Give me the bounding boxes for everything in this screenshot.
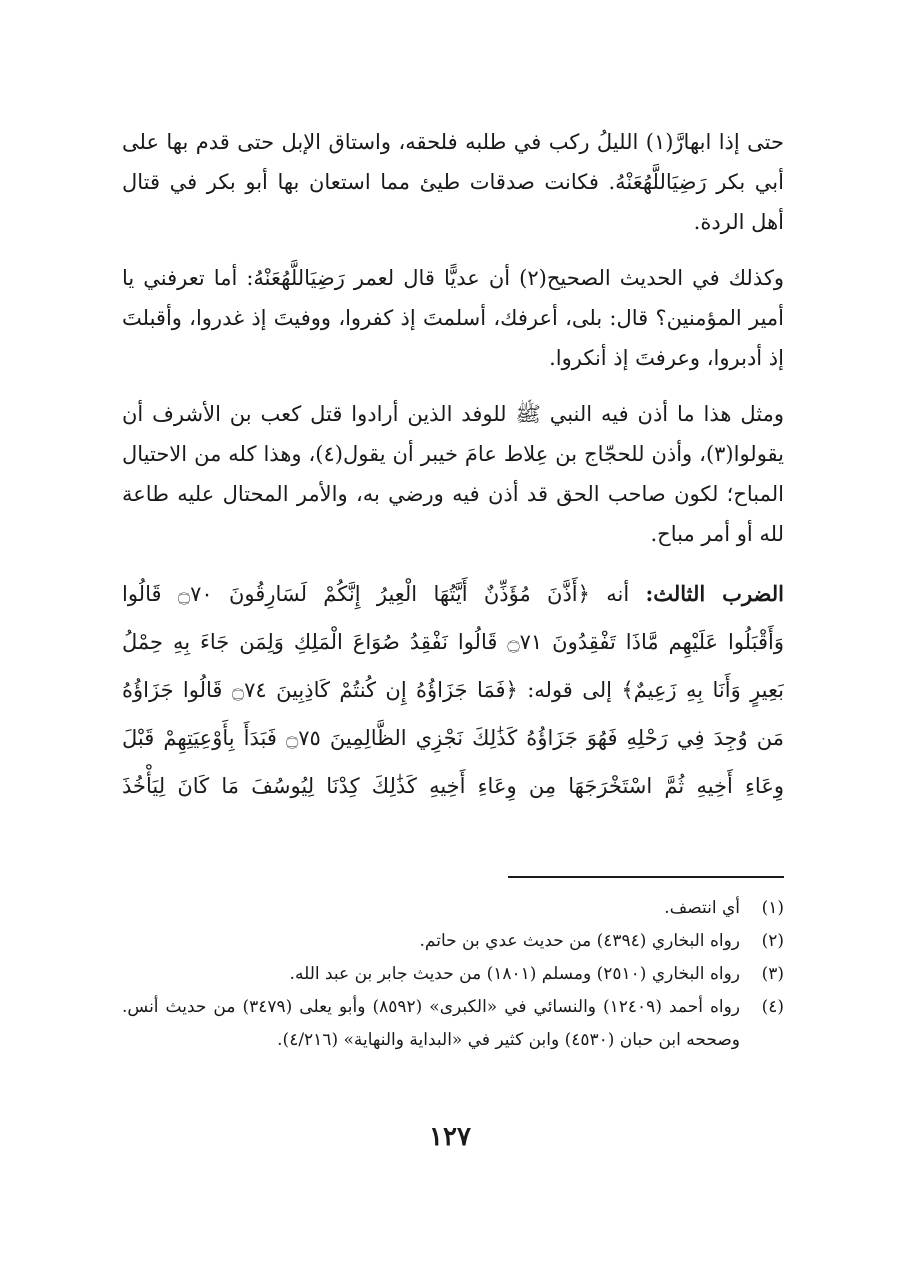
verse-line: بَعِيرٍ وَأَنَا بِهِ زَعِيمٌ﴾ إلى قوله: ﴿فَمَا جَزَاؤُهُ إِن كُنتُمْ كَاذِبِينَ ۝٧٤ قَالُوا جَزَاؤُهُ (122, 678, 784, 702)
quran-verses-block (122, 570, 784, 810)
paragraph-2: وكذلك في الحديث الصحيح(٢) أن عديًّا قال لعمر رَضِيَاللَّهُعَنْهُ: أما تعرفني يا أمير المؤمنين؟ قال: بلى، أعرفك، أسلمتَ إذ كفروا، ووفيتَ إذ غدروا، وأقبلتَ إذ أدبروا، وعرفتَ إذ أنكروا. (122, 266, 784, 370)
verse-line-text: أنه ﴿أَذَّنَ مُؤَذِّنٌ أَيَّتُهَا الْعِيرُ إِنَّكُمْ لَسَارِقُونَ ۝٧٠ قَالُوا (122, 582, 630, 606)
verse-line: وَأَقْبَلُوا عَلَيْهِم مَّاذَا تَفْقِدُونَ ۝٧١ قَالُوا نَفْقِدُ صُوَاعَ الْمَلِكِ وَلِمَن جَاءَ بِهِ حِمْلُ (122, 630, 784, 654)
footnote-item (122, 958, 784, 991)
footnote-item (122, 991, 784, 1057)
footnote-text: رواه البخاري (٢٥١٠) ومسلم (١٨٠١) من حديث جابر بن عبد الله. (289, 964, 740, 984)
footnote-number: (٤) (761, 997, 784, 1017)
footnote-number: (٢) (761, 931, 784, 951)
main-text (122, 122, 784, 810)
verse-line: وِعَاءِ أَخِيهِ ثُمَّ اسْتَخْرَجَهَا مِن وِعَاءِ أَخِيهِ كَذَٰلِكَ كِدْنَا لِيُوسُفَ مَا كَانَ لِيَأْخُذَ (122, 774, 784, 798)
footnotes (122, 892, 784, 1057)
third-type-label: الضرب الثالث: (645, 581, 784, 606)
footnote-text: رواه البخاري (٤٣٩٤) من حديث عدي بن حاتم. (419, 931, 740, 951)
footnote-number: (٣) (761, 964, 784, 984)
footnote-text: رواه أحمد (١٢٤٠٩) والنسائي في «الكبرى» (٨٥٩٢) وأبو يعلى (٣٤٧٩) من حديث أنس. وصححه ابن حبان (٤٥٣٠) وابن كثير في «البداية والنهاية» (٤/٢١٦). (122, 997, 740, 1050)
verse-line (122, 570, 784, 618)
footnote-item (122, 925, 784, 958)
footnote-number: (١) (761, 898, 784, 918)
paragraph-1: حتى إذا ابهارَّ(١) الليلُ ركب في طلبه فلحقه، واستاق الإبل حتى قدم بها على أبي بكر رَضِيَاللَّهُعَنْهُ. فكانت صدقات طيئ مما استعان بها أبو بكر في قتال أهل الردة. (122, 130, 784, 234)
page-number: ١٢٧ (429, 1122, 471, 1152)
footnote-text: أي انتصف. (664, 898, 740, 918)
footnote-separator (508, 876, 784, 878)
footnote-item (122, 892, 784, 925)
paragraph-3: ومثل هذا ما أذن فيه النبي ﷺ للوفد الذين أرادوا قتل كعب بن الأشرف أن يقولوا(٣)، وأذن للحجّاج بن عِلاط عامَ خيبر أن يقول(٤)، وهذا كله من الاحتيال المباح؛ لكون صاحب الحق قد أذن فيه ورضي به، والأمر المحتال عليه طاعة لله أو أمر مباح. (122, 402, 785, 546)
verse-line: مَن وُجِدَ فِي رَحْلِهِ فَهُوَ جَزَاؤُهُ كَذَٰلِكَ نَجْزِي الظَّالِمِينَ ۝٧٥ فَبَدَأَ بِأَوْعِيَتِهِمْ قَبْلَ (122, 726, 784, 750)
